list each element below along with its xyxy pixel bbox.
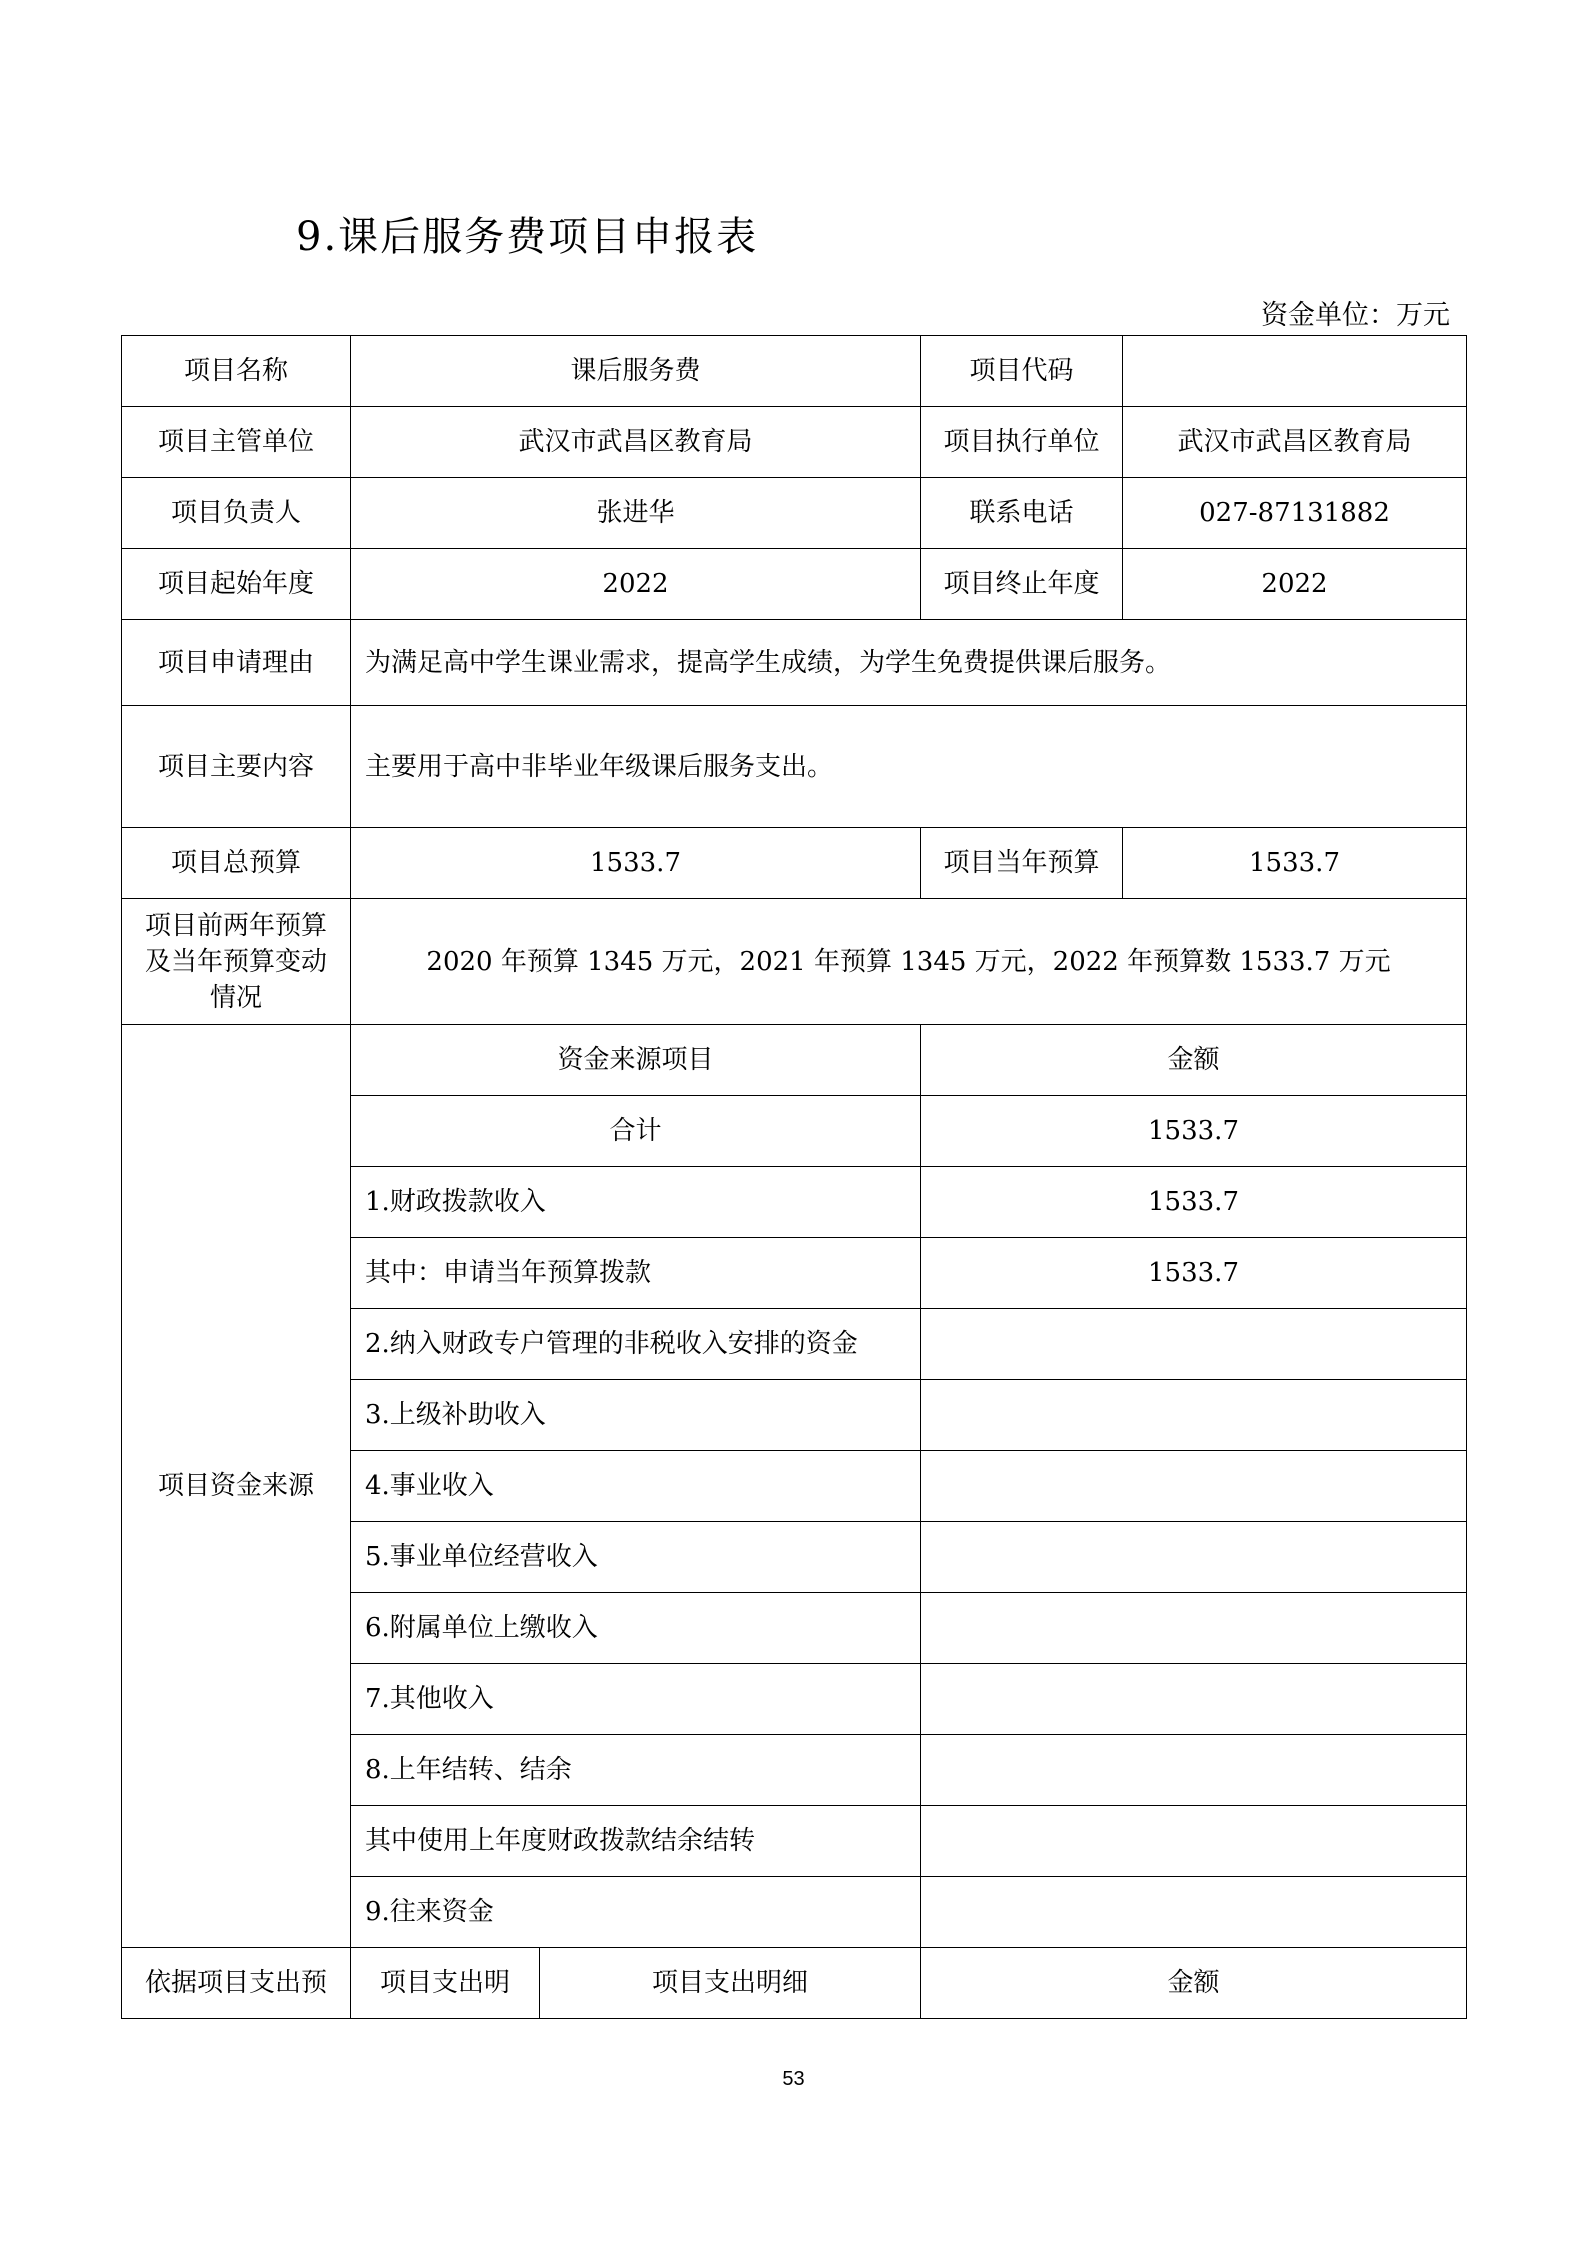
project-application-form xyxy=(121,335,1467,2019)
funding-source-label: 其中：申请当年预算拨款 xyxy=(351,1238,921,1309)
funding-amount: 1533.7 xyxy=(921,1167,1467,1238)
current-budget-label: 项目当年预算 xyxy=(921,828,1123,899)
project-code-value xyxy=(1123,336,1467,407)
row-budget xyxy=(122,828,1467,899)
funding-source-header: 资金来源项目 xyxy=(351,1025,921,1096)
funding-source-label: 2.纳入财政专户管理的非税收入安排的资金 xyxy=(351,1309,921,1380)
managing-unit-label: 项目主管单位 xyxy=(122,407,351,478)
funding-amount xyxy=(921,1522,1467,1593)
row-application-reason xyxy=(122,620,1467,706)
funding-amount xyxy=(921,1806,1467,1877)
start-year-label: 项目起始年度 xyxy=(122,549,351,620)
managing-unit-value: 武汉市武昌区教育局 xyxy=(351,407,921,478)
reason-label: 项目申请理由 xyxy=(122,620,351,706)
total-budget-label: 项目总预算 xyxy=(122,828,351,899)
funding-source-label: 1.财政拨款收入 xyxy=(351,1167,921,1238)
funding-amount xyxy=(921,1380,1467,1451)
total-budget-value: 1533.7 xyxy=(351,828,921,899)
funding-amount-header: 金额 xyxy=(921,1025,1467,1096)
budget-change-label: 项目前两年预算及当年预算变动情况 xyxy=(122,899,351,1025)
current-budget-value: 1533.7 xyxy=(1123,828,1467,899)
funding-amount xyxy=(921,1877,1467,1948)
funding-source-label: 5.事业单位经营收入 xyxy=(351,1522,921,1593)
funding-source-label: 7.其他收入 xyxy=(351,1664,921,1735)
executing-unit-value: 武汉市武昌区教育局 xyxy=(1123,407,1467,478)
executing-unit-label: 项目执行单位 xyxy=(921,407,1123,478)
row-project-years xyxy=(122,549,1467,620)
expense-amount-header: 金额 xyxy=(921,1948,1467,2019)
end-year-value: 2022 xyxy=(1123,549,1467,620)
funding-amount xyxy=(921,1593,1467,1664)
content-value: 主要用于高中非毕业年级课后服务支出。 xyxy=(351,706,1467,828)
currency-unit-note: 资金单位：万元 xyxy=(1261,300,1450,331)
phone-label: 联系电话 xyxy=(921,478,1123,549)
funding-amount xyxy=(921,1735,1467,1806)
funding-section-label: 项目资金来源 xyxy=(122,1025,351,1948)
budget-change-value: 2020 年预算 1345 万元，2021 年预算 1345 万元，2022 年预算数 1533.7 万元 xyxy=(351,899,1467,1025)
expense-header-row xyxy=(122,1948,1467,2019)
funding-amount: 1533.7 xyxy=(921,1238,1467,1309)
expense-detail-header: 项目支出明细 xyxy=(540,1948,921,2019)
expense-item-header: 项目支出明 xyxy=(351,1948,540,2019)
funding-header-row xyxy=(122,1025,1467,1096)
funding-source-label: 3.上级补助收入 xyxy=(351,1380,921,1451)
funding-amount: 1533.7 xyxy=(921,1096,1467,1167)
row-budget-change xyxy=(122,899,1467,1025)
funding-source-label: 其中使用上年度财政拨款结余结转 xyxy=(351,1806,921,1877)
row-project-contact xyxy=(122,478,1467,549)
leader-label: 项目负责人 xyxy=(122,478,351,549)
row-main-content xyxy=(122,706,1467,828)
row-project-units xyxy=(122,407,1467,478)
funding-source-label: 9.往来资金 xyxy=(351,1877,921,1948)
funding-amount xyxy=(921,1451,1467,1522)
funding-source-label: 8.上年结转、结余 xyxy=(351,1735,921,1806)
start-year-value: 2022 xyxy=(351,549,921,620)
phone-value: 027-87131882 xyxy=(1123,478,1467,549)
content-label: 项目主要内容 xyxy=(122,706,351,828)
funding-amount xyxy=(921,1309,1467,1380)
funding-source-label: 6.附属单位上缴收入 xyxy=(351,1593,921,1664)
project-name-value: 课后服务费 xyxy=(351,336,921,407)
row-project-name xyxy=(122,336,1467,407)
funding-source-label: 4.事业收入 xyxy=(351,1451,921,1522)
page-title: 9.课后服务费项目申报表 xyxy=(296,214,759,260)
funding-amount xyxy=(921,1664,1467,1735)
reason-value: 为满足高中学生课业需求，提高学生成绩，为学生免费提供课后服务。 xyxy=(351,620,1467,706)
leader-value: 张进华 xyxy=(351,478,921,549)
page-number: 53 xyxy=(782,2068,805,2090)
end-year-label: 项目终止年度 xyxy=(921,549,1123,620)
funding-source-label: 合计 xyxy=(351,1096,921,1167)
project-name-label: 项目名称 xyxy=(122,336,351,407)
expense-section-label: 依据项目支出预 xyxy=(122,1948,351,2019)
project-code-label: 项目代码 xyxy=(921,336,1123,407)
